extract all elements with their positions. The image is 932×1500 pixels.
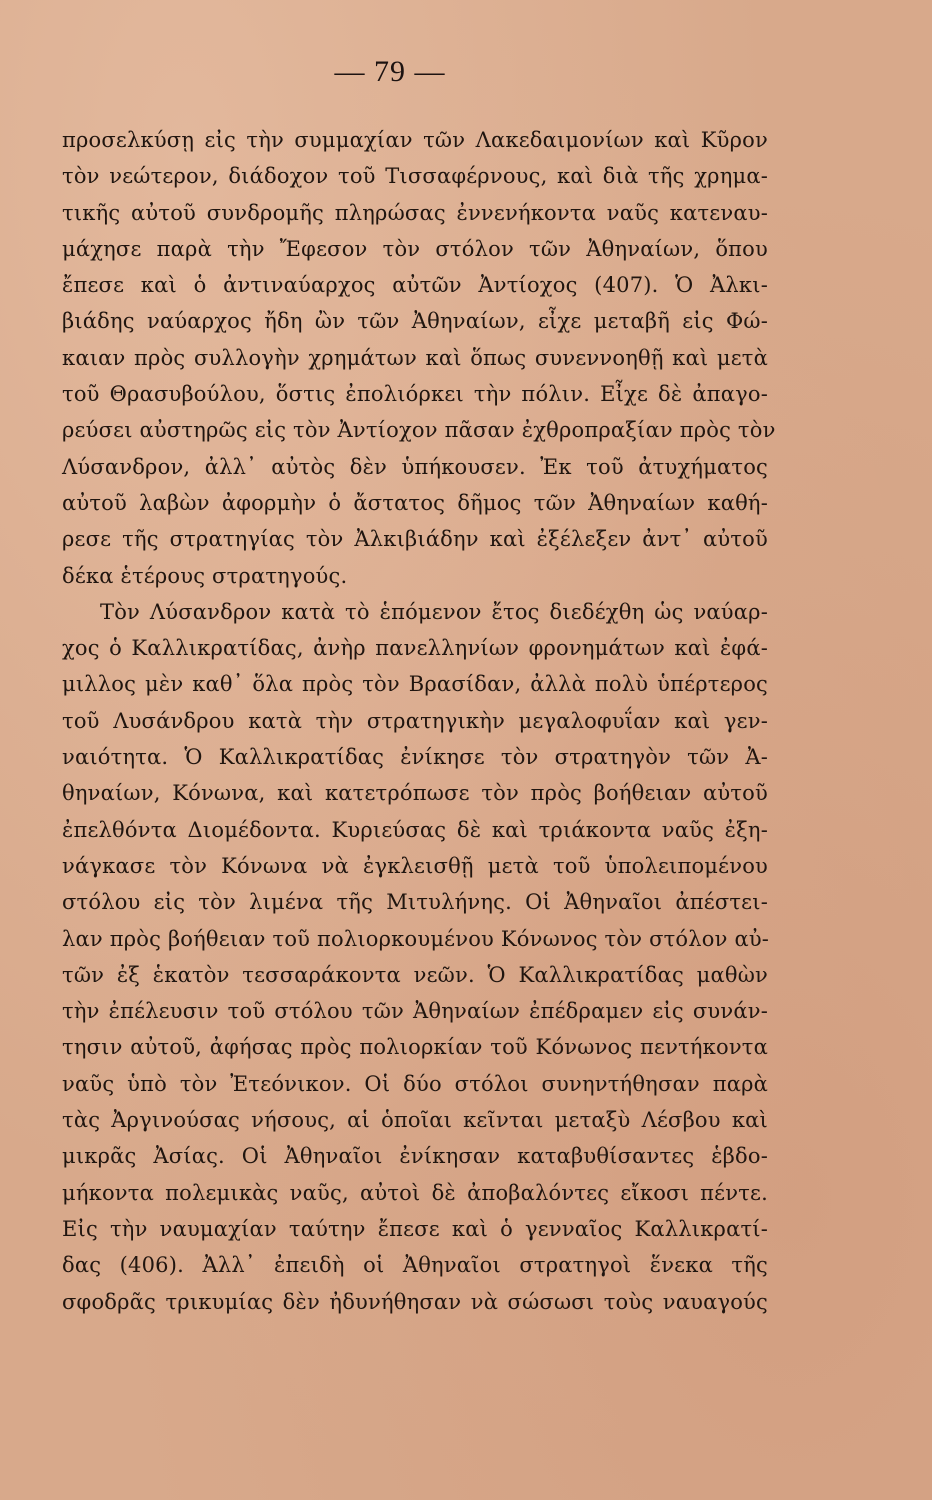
- text-line: δέκα ἑτέρους στρατηγούς.: [62, 563, 348, 588]
- text-line: μήκοντα πολεμικὰς ναῦς, αὐτοὶ δὲ ἀποβαλόντες εἴκοσι πέντε.: [62, 1180, 768, 1205]
- text-line: τησιν αὐτοῦ, ἀφήσας πρὸς πολιορκίαν τοῦ Κόνωνος πεντήκοντα: [62, 1035, 768, 1060]
- text-line: μιλλος μὲν καθ᾽ ὅλα πρὸς τὸν Βρασίδαν, ἀλλὰ πολὺ ὑπέρτερος: [62, 672, 768, 697]
- text-line: ρεσε τῆς στρατηγίας τὸν Ἀλκιβιάδην καὶ ἐξέλεξεν ἀντ᾽ αὐτοῦ: [62, 527, 768, 552]
- text-line: ἔπεσε καὶ ὁ ἀντιναύαρχος αὐτῶν Ἀντίοχος (407). Ὁ Ἀλκι-: [62, 273, 768, 298]
- text-line: ρεύσει αὐστηρῶς εἰς τὸν Ἀντίοχον πᾶσαν ἐχθροπραξίαν πρὸς τὸν: [62, 418, 776, 443]
- text-line: χος ὁ Καλλικρατίδας, ἀνὴρ πανελληνίων φρονημάτων καὶ ἐφά-: [62, 636, 768, 661]
- paragraph-1: [62, 122, 776, 594]
- text-line: νάγκασε τὸν Κόνωνα νὰ ἐγκλεισθῇ μετὰ τοῦ ὑπολειπομένου: [62, 853, 768, 878]
- text-line: τοῦ Λυσάνδρου κατὰ τὴν στρατηγικὴν μεγαλοφυΐαν καὶ γεν-: [62, 708, 768, 733]
- text-line: τῶν ἐξ ἑκατὸν τεσσαράκοντα νεῶν. Ὁ Καλλικρατίδας μαθὼν: [62, 962, 768, 987]
- text-line: ἐπελθόντα Διομέδοντα. Κυριεύσας δὲ καὶ τριάκοντα ναῦς ἐξη-: [62, 817, 768, 842]
- text-line: αὐτοῦ λαβὼν ἀφορμὴν ὁ ἄστατος δῆμος τῶν Ἀθηναίων καθή-: [62, 490, 768, 515]
- body-text: [62, 122, 776, 1320]
- text-line: Λύσανδρον, ἀλλ᾽ αὐτὸς δὲν ὑπήκουσεν. Ἐκ τοῦ ἀτυχήματος: [62, 454, 768, 479]
- text-line: μικρᾶς Ἀσίας. Οἱ Ἀθηναῖοι ἐνίκησαν καταβυθίσαντες ἑβδο-: [62, 1144, 768, 1169]
- text-line: σφοδρᾶς τρικυμίας δὲν ἠδυνήθησαν νὰ σώσωσι τοὺς ναυαγούς: [62, 1289, 768, 1314]
- text-line: τὸν νεώτερον, διάδοχον τοῦ Τισσαφέρνους, καὶ διὰ τῆς χρημα-: [62, 164, 768, 189]
- text-line: καιαν πρὸς συλλογὴν χρημάτων καὶ ὅπως συνεννοηθῇ καὶ μετὰ: [62, 345, 768, 370]
- text-line: τοῦ Θρασυβούλου, ὅστις ἐπολιόρκει τὴν πόλιν. Εἶχε δὲ ἀπαγο-: [62, 382, 768, 407]
- text-line: ναῦς ὑπὸ τὸν Ἐτεόνικον. Οἱ δύο στόλοι συνηντήθησαν παρὰ: [62, 1071, 768, 1096]
- text-line: βιάδης ναύαρχος ἤδη ὢν τῶν Ἀθηναίων, εἶχε μεταβῆ εἰς Φώ-: [62, 309, 768, 334]
- text-line: λαν πρὸς βοήθειαν τοῦ πολιορκουμένου Κόνωνος τὸν στόλον αὐ-: [62, 926, 770, 951]
- text-line: τικῆς αὐτοῦ συνδρομῆς πληρώσας ἐννενήκοντα ναῦς κατεναυ-: [62, 200, 768, 225]
- text-line: τὴν ἐπέλευσιν τοῦ στόλου τῶν Ἀθηναίων ἐπέδραμεν εἰς συνάν-: [62, 999, 768, 1024]
- text-line: τὰς Ἀργινούσας νήσους, αἱ ὁποῖαι κεῖνται μεταξὺ Λέσβου καὶ: [62, 1108, 768, 1133]
- paragraph-2: [62, 594, 768, 1320]
- text-line: μάχησε παρὰ τὴν Ἔφεσον τὸν στόλον τῶν Ἀθηναίων, ὅπου: [62, 236, 768, 261]
- text-line: Εἰς τὴν ναυμαχίαν ταύτην ἔπεσε καὶ ὁ γενναῖος Καλλικρατί-: [62, 1216, 768, 1241]
- text-line: προσελκύσῃ εἰς τὴν συμμαχίαν τῶν Λακεδαιμονίων καὶ Κῦρον: [62, 128, 768, 152]
- page-number: — 79 —: [334, 55, 446, 88]
- text-line: θηναίων, Κόνωνα, καὶ κατετρόπωσε τὸν πρὸς βοήθειαν αὐτοῦ: [62, 781, 768, 806]
- text-line: στόλου εἰς τὸν λιμένα τῆς Μιτυλήνης. Οἱ Ἀθηναῖοι ἀπέστει-: [62, 890, 768, 915]
- text-line: ναιότητα. Ὁ Καλλικρατίδας ἐνίκησε τὸν στρατηγὸν τῶν Ἀ-: [62, 745, 768, 770]
- text-line: Τὸν Λύσανδρον κατὰ τὸ ἑπόμενον ἔτος διεδέχθη ὡς ναύαρ-: [100, 599, 768, 624]
- text-line: δας (406). Ἀλλ᾽ ἐπειδὴ οἱ Ἀθηναῖοι στρατηγοὶ ἕνεκα τῆς: [62, 1253, 768, 1278]
